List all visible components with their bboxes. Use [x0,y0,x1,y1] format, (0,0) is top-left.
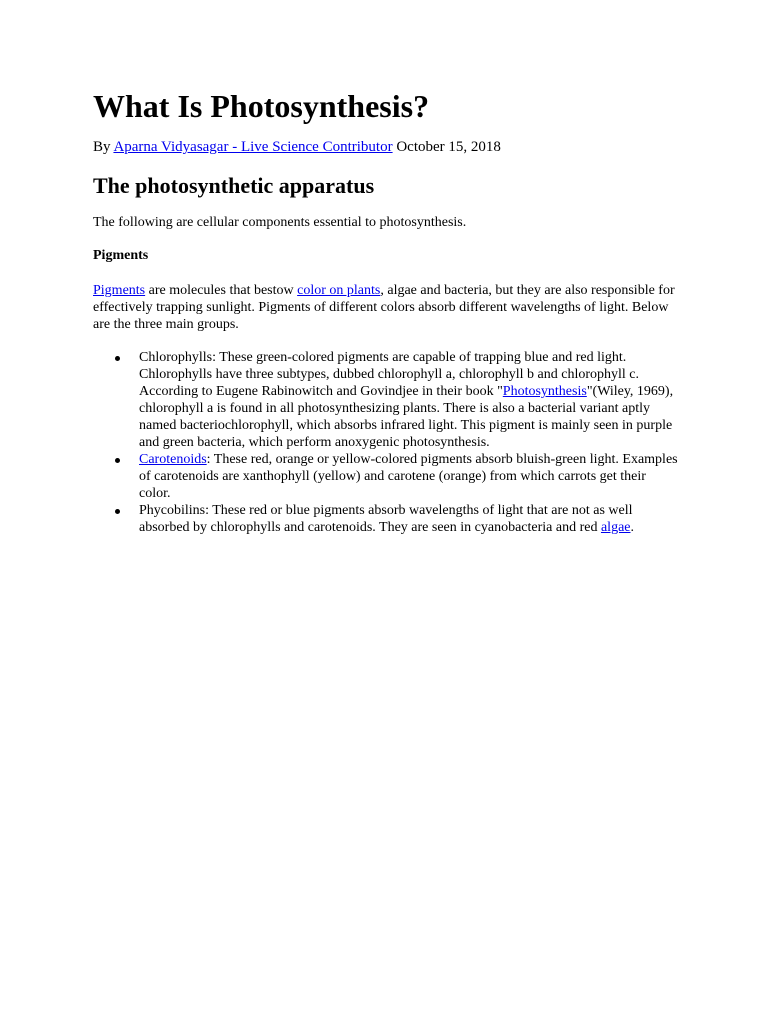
list-item-text: . [630,520,634,535]
bullet-icon [115,356,120,361]
list-item-phycobilins [93,502,678,536]
list-item-text: Chlorophylls: These green-colored pigments are capable of trapping blue and red light. Chlorophylls have three subtypes, dubbed chlorophyll a, chlorophyll b and chlorophyll c. According to Eugene Rabinowitch and Govindjee in their book " [139,350,640,399]
paragraph-text-2: , algae and bacteria, but they are also responsible for effectively trapping sunlight. Pigments of different colors absorb different wavelengths of light. Below are the three main groups. [93,283,675,332]
photosynthesis-link[interactable]: Photosynthesis [502,384,587,399]
bullet-icon [115,458,120,463]
list-item-carotenoids [93,451,678,502]
list-item-chlorophylls [93,349,678,451]
list-item-text: "(Wiley, 1969), chlorophyll a is found in all photosynthesizing plants. There is also a bacterial variant aptly named bacteriochlorophyll, which absorbs infrared light. This pigment is mainly seen in purple and green bacteria, which perform anoxygenic photosynthesis. [139,384,674,450]
pigments-paragraph [93,282,678,333]
pigment-groups-list [93,349,678,536]
author-link[interactable]: Aparna Vidyasagar - Live Science Contributor [113,139,393,155]
byline [93,137,501,157]
publish-date: October 15, 2018 [392,139,501,155]
paragraph-text-1: are molecules that bestow [145,283,298,298]
section-title: The photosynthetic apparatus [93,173,375,198]
byline-prefix: By [93,139,114,155]
algae-link[interactable]: algae [600,520,631,535]
pigments-link[interactable]: Pigments [93,283,146,298]
intro-text: The following are cellular components essential to photosynthesis. [93,215,467,230]
page-title: What Is Photosynthesis? [93,88,430,124]
bullet-icon [115,509,120,514]
list-item-text: Phycobilins: These red or blue pigments absorb wavelengths of light that are not as well absorbed by chlorophylls and carotenoids. They are seen in cyanobacteria and red [139,503,633,535]
carotenoids-link[interactable]: Carotenoids [139,452,207,467]
pigments-subheading: Pigments [93,248,149,263]
list-item-text: : These red, orange or yellow-colored pigments absorb bluish-green light. Examples of carotenoids are xanthophyll (yellow) and carotene (orange) from which carrots get their color. [139,452,678,501]
color-on-plants-link[interactable]: color on plants [297,283,381,298]
